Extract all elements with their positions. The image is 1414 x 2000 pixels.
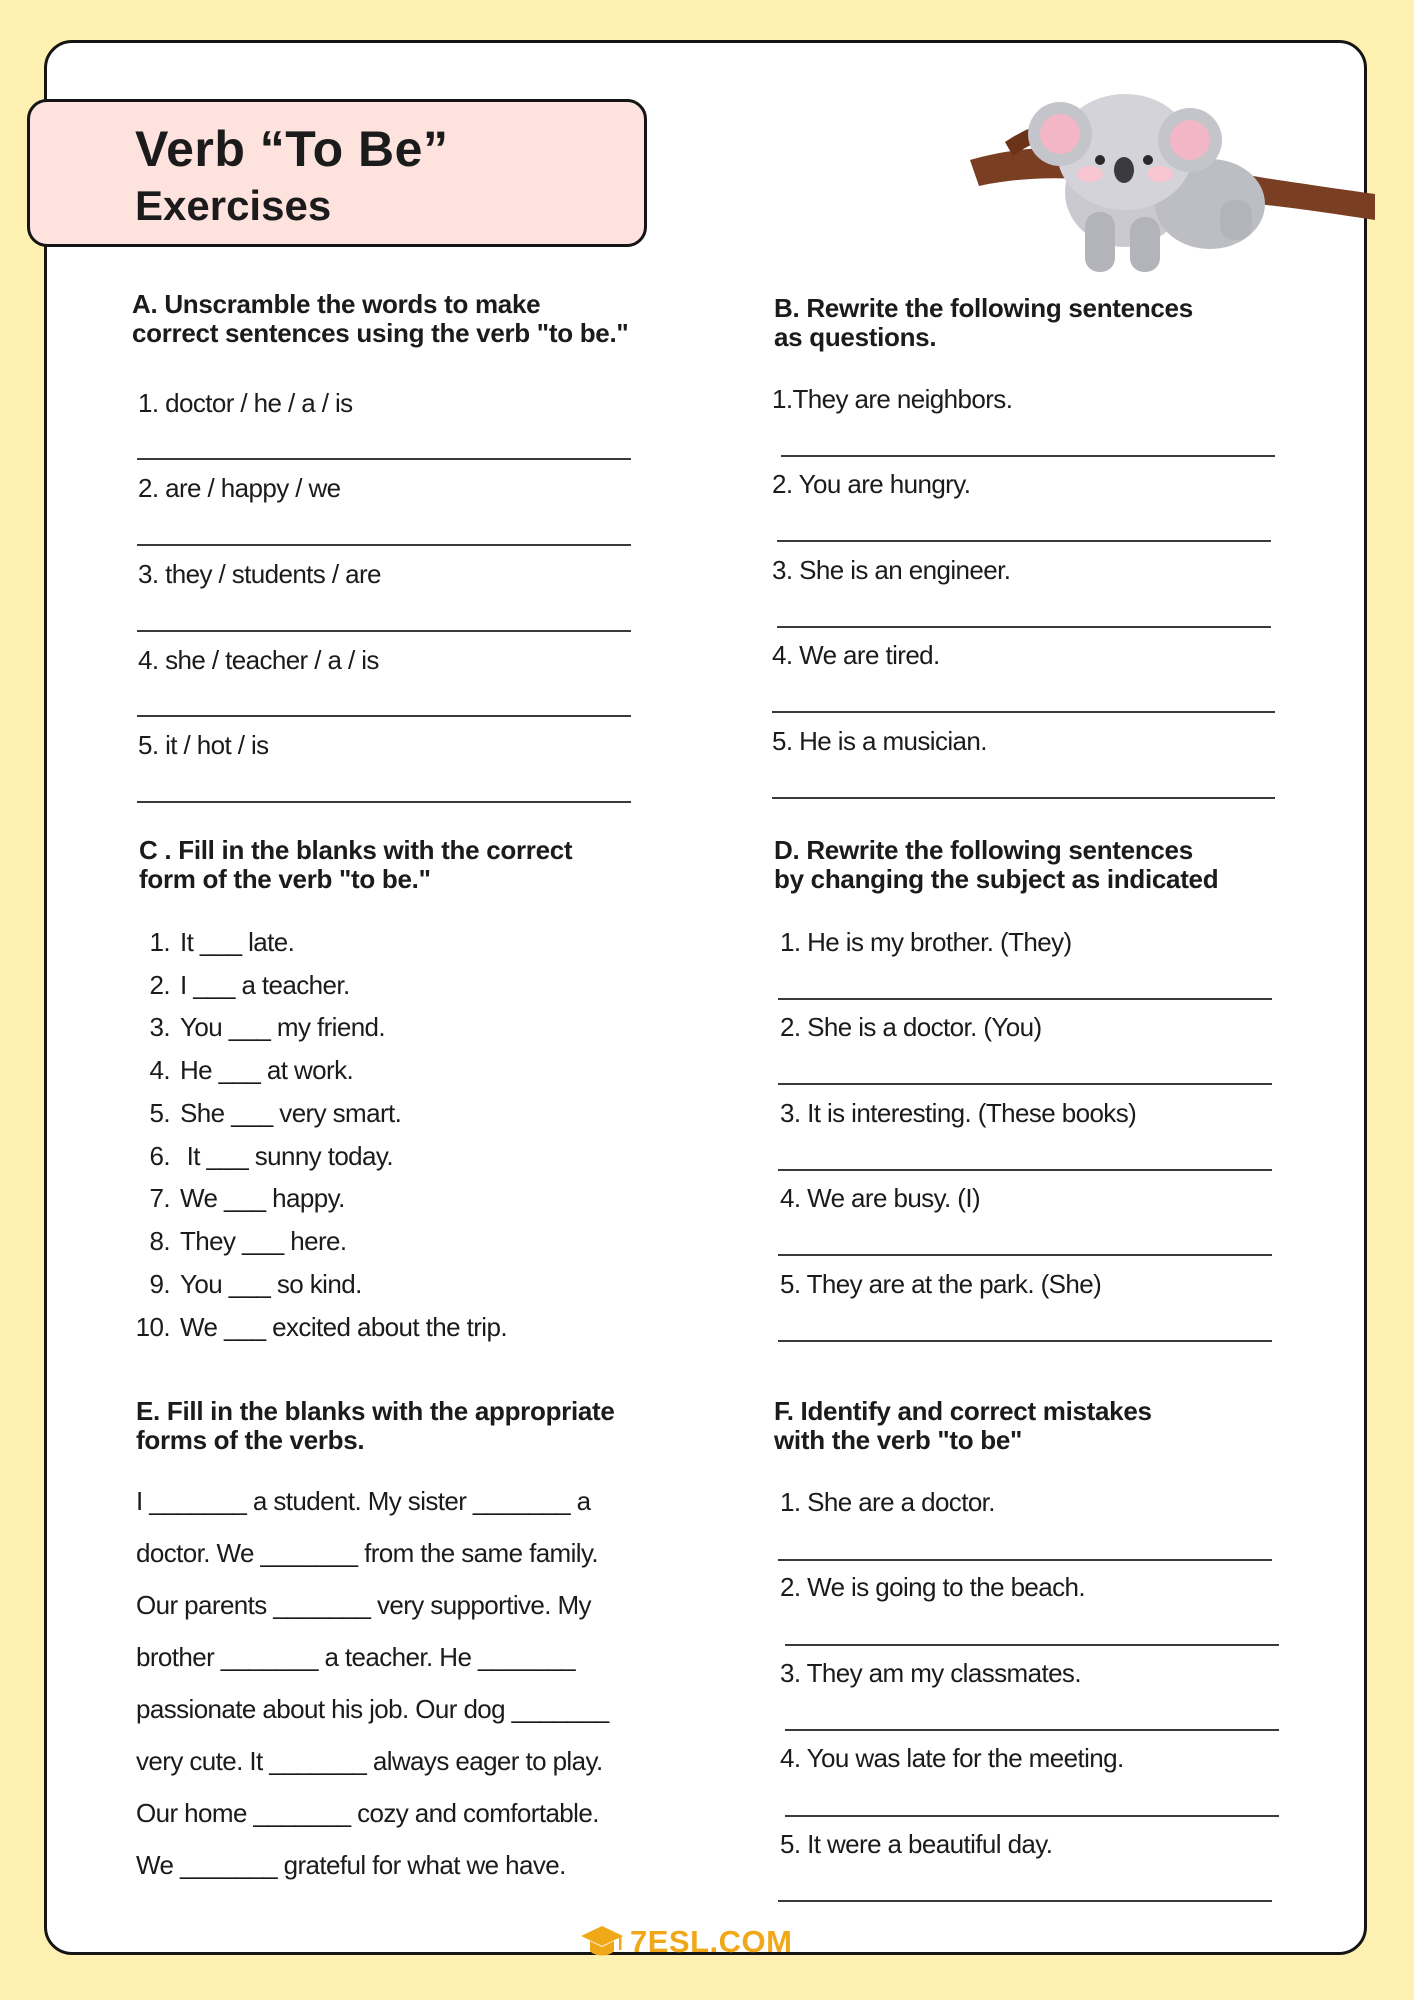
paragraph-line: passionate about his job. Our dog _______ bbox=[136, 1694, 609, 1724]
answer-line[interactable] bbox=[781, 455, 1275, 457]
paragraph-line: We _______ grateful for what we have. bbox=[136, 1850, 566, 1880]
answer-line[interactable] bbox=[777, 626, 1271, 628]
logo-text: 7ESL.COM bbox=[630, 1924, 793, 1959]
section-f-heading: F. Identify and correct mistakes with the verb "to be" bbox=[774, 1396, 1152, 1455]
paragraph-line: very cute. It _______ always eager to play. bbox=[136, 1746, 603, 1776]
section-d-item-5: 5. They are at the park. (She) bbox=[780, 1269, 1102, 1299]
section-b-item-1: 1.They are neighbors. bbox=[772, 384, 1013, 414]
section-a-heading: A. Unscramble the words to make correct sentences using the verb "to be." bbox=[132, 289, 629, 348]
answer-line[interactable] bbox=[137, 544, 631, 546]
paragraph-line: I _______ a student. My sister _______ a bbox=[136, 1486, 591, 1516]
section-f-item-1: 1. She are a doctor. bbox=[780, 1487, 995, 1517]
answer-line[interactable] bbox=[778, 1254, 1272, 1256]
answer-line[interactable] bbox=[137, 801, 631, 803]
section-f-item-5: 5. It were a beautiful day. bbox=[780, 1829, 1053, 1859]
paragraph-line: doctor. We _______ from the same family. bbox=[136, 1538, 599, 1568]
answer-line[interactable] bbox=[785, 1644, 1279, 1646]
section-e-paragraph bbox=[136, 1475, 609, 1891]
page-subtitle: Exercises bbox=[135, 182, 332, 229]
section-e-heading: E. Fill in the blanks with the appropriate forms of the verbs. bbox=[136, 1396, 615, 1455]
answer-line[interactable] bbox=[778, 1900, 1272, 1902]
answer-line[interactable] bbox=[772, 797, 1275, 799]
section-c-item-3: 3. You ___ my friend. bbox=[149, 1012, 386, 1042]
section-b-item-5: 5. He is a musician. bbox=[772, 726, 987, 756]
paragraph-line: Our parents _______ very supportive. My bbox=[136, 1590, 591, 1620]
section-a-item-5: 5. it / hot / is bbox=[138, 730, 269, 760]
answer-line[interactable] bbox=[778, 998, 1272, 1000]
section-f-item-2: 2. We is going to the beach. bbox=[780, 1572, 1086, 1602]
section-c-heading: C . Fill in the blanks with the correct form of the verb "to be." bbox=[139, 835, 573, 894]
koala-illustration bbox=[965, 82, 1375, 282]
section-d-item-3: 3. It is interesting. (These books) bbox=[780, 1098, 1137, 1128]
section-c-item-9: 9. You ___ so kind. bbox=[149, 1269, 362, 1299]
paragraph-line: brother _______ a teacher. He _______ bbox=[136, 1642, 575, 1672]
answer-line[interactable] bbox=[772, 711, 1275, 713]
section-b-item-4: 4. We are tired. bbox=[772, 640, 940, 670]
answer-line[interactable] bbox=[785, 1729, 1279, 1731]
answer-line[interactable] bbox=[778, 1559, 1272, 1561]
section-a-item-3: 3. they / students / are bbox=[138, 559, 381, 589]
section-c-item-6: 6. It ___ sunny today. bbox=[149, 1141, 393, 1171]
answer-line[interactable] bbox=[137, 715, 631, 717]
section-d-item-1: 1. He is my brother. (They) bbox=[780, 927, 1072, 957]
section-b-heading: B. Rewrite the following sentences as questions. bbox=[774, 293, 1193, 352]
section-c-item-2: 2. I ___ a teacher. bbox=[149, 970, 350, 1000]
section-b-item-3: 3. She is an engineer. bbox=[772, 555, 1011, 585]
section-c-item-8: 8. They ___ here. bbox=[149, 1226, 347, 1256]
section-c-item-10: 10. We ___ excited about the trip. bbox=[135, 1312, 507, 1342]
answer-line[interactable] bbox=[785, 1815, 1279, 1817]
answer-line[interactable] bbox=[778, 1169, 1272, 1171]
title-box bbox=[27, 99, 647, 247]
answer-line[interactable] bbox=[778, 1340, 1272, 1342]
section-a-item-2: 2. are / happy / we bbox=[138, 473, 341, 503]
brand-logo bbox=[580, 1922, 792, 1962]
section-c-item-4: 4. He ___ at work. bbox=[149, 1055, 354, 1085]
section-f-item-3: 3. They am my classmates. bbox=[780, 1658, 1081, 1688]
paragraph-line: Our home _______ cozy and comfortable. bbox=[136, 1798, 599, 1828]
section-c-item-1: 1. It ___ late. bbox=[149, 927, 295, 957]
section-c-item-7: 7. We ___ happy. bbox=[149, 1183, 345, 1213]
section-d-item-2: 2. She is a doctor. (You) bbox=[780, 1012, 1042, 1042]
section-f-item-4: 4. You was late for the meeting. bbox=[780, 1743, 1124, 1773]
section-d-heading: D. Rewrite the following sentences by changing the subject as indicated bbox=[774, 835, 1219, 894]
section-a-item-4: 4. she / teacher / a / is bbox=[138, 645, 379, 675]
page-title: Verb “To Be” bbox=[135, 121, 449, 177]
section-c-item-5: 5. She ___ very smart. bbox=[149, 1098, 402, 1128]
section-d-item-4: 4. We are busy. (I) bbox=[780, 1183, 981, 1213]
answer-line[interactable] bbox=[137, 630, 631, 632]
answer-line[interactable] bbox=[777, 540, 1271, 542]
answer-line[interactable] bbox=[778, 1083, 1272, 1085]
section-b-item-2: 2. You are hungry. bbox=[772, 469, 971, 499]
graduation-cap-icon bbox=[580, 1924, 624, 1960]
section-a-item-1: 1. doctor / he / a / is bbox=[138, 388, 353, 418]
answer-line[interactable] bbox=[137, 458, 631, 460]
